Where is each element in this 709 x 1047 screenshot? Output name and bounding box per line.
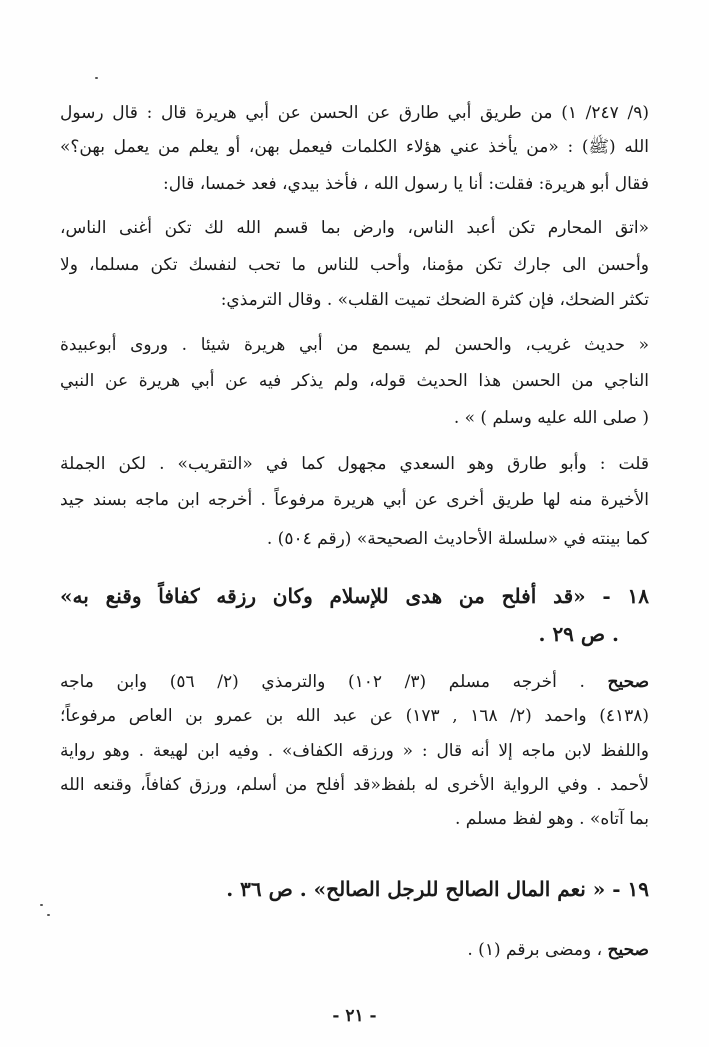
text-line (60, 938, 649, 962)
text-line: « حديث غريب، والحسن لم يسمع من أبي هريرة شيئا . وروى أبوعبيدة (60, 335, 649, 355)
text-line: لأحمد . وفي الرواية الأخرى له بلفظ«قد أفلح من أسلم، ورزق كفافاً، وقنعه الله (60, 775, 649, 795)
grading-label: صحيح (607, 940, 649, 960)
text-line: تكثر الضحك، فإن كثرة الضحك تميت القلب» . وقال الترمذي: (220, 290, 649, 310)
text-line: «اتق المحارم تكن أعبد الناس، وارض بما قسم الله لك تكن أغنى الناس، (60, 218, 649, 238)
text-line: (٩/ ٢٤٧/ ١) من طريق أبي طارق عن الحسن عن أبي هريرة قال : قال رسول (60, 103, 649, 123)
section-heading-18-page: . ص ٢٩ . (538, 622, 619, 646)
text-line: الله (ﷺ) : «من يأخذ عني هؤلاء الكلمات فيعمل بهن، أو يعلم من يعمل بهن؟» (60, 137, 649, 157)
text-line: الناجي من الحسن هذا الحديث قوله، ولم يذكر فيه عن أبي هريرة عن النبي (60, 371, 649, 391)
scan-speck (95, 77, 98, 79)
text-line: ( صلى الله عليه وسلم ) » . (453, 408, 649, 428)
text-line: وأحسن الى جارك تكن مؤمنا، وأحب للناس ما تحب لنفسك تكن مسلما، ولا (60, 255, 649, 275)
grading-label: صحيح (607, 672, 650, 692)
page-number: - ٢١ - (332, 1006, 377, 1026)
text-line: واللفظ لابن ماجه إلا أنه قال : « ورزقه الكفاف» . وفيه ابن لهيعة . وهو رواية (60, 741, 649, 761)
scan-speck (40, 904, 43, 906)
scan-speck (47, 914, 50, 916)
section-heading-19: ١٩ - « نعم المال الصالح للرجل الصالح» . ص ٣٦ . (226, 877, 649, 901)
text-line-rest: ، ومضى برقم (١) . (467, 940, 608, 960)
section-heading-18: ١٨ - «قد أفلح من هدى للإسلام وكان رزقه كفافاً وقنع به» (60, 584, 649, 608)
text-line: الأخيرة منه لها طريق أخرى عن أبي هريرة مرفوعاً . أخرجه ابن ماجه بسند جيد (60, 490, 649, 510)
text-line: قلت : وأبو طارق وهو السعدي مجهول كما في «التقريب» . لكن الجملة (60, 454, 649, 474)
text-line: بما آتاه» . وهو لفظ مسلم . (455, 809, 649, 829)
text-line: فقال أبو هريرة: فقلت: أنا يا رسول الله ، فأخذ بيدي، فعد خمسا، قال: (163, 174, 649, 194)
text-line: كما بينته في «سلسلة الأحاديث الصحيحة» (رقم ٥٠٤) . (266, 529, 649, 549)
text-line: (٤١٣٨) واحمد (٢/ ١٦٨ , ١٧٣) عن عبد الله بن عمرو بن العاص مرفوعاً؛ (60, 706, 650, 726)
text-line-rest: . أخرجه مسلم (٣/ ١٠٢) والترمذي (٢/ ٥٦) وابن ماجه (60, 672, 608, 692)
text-line (60, 670, 649, 694)
